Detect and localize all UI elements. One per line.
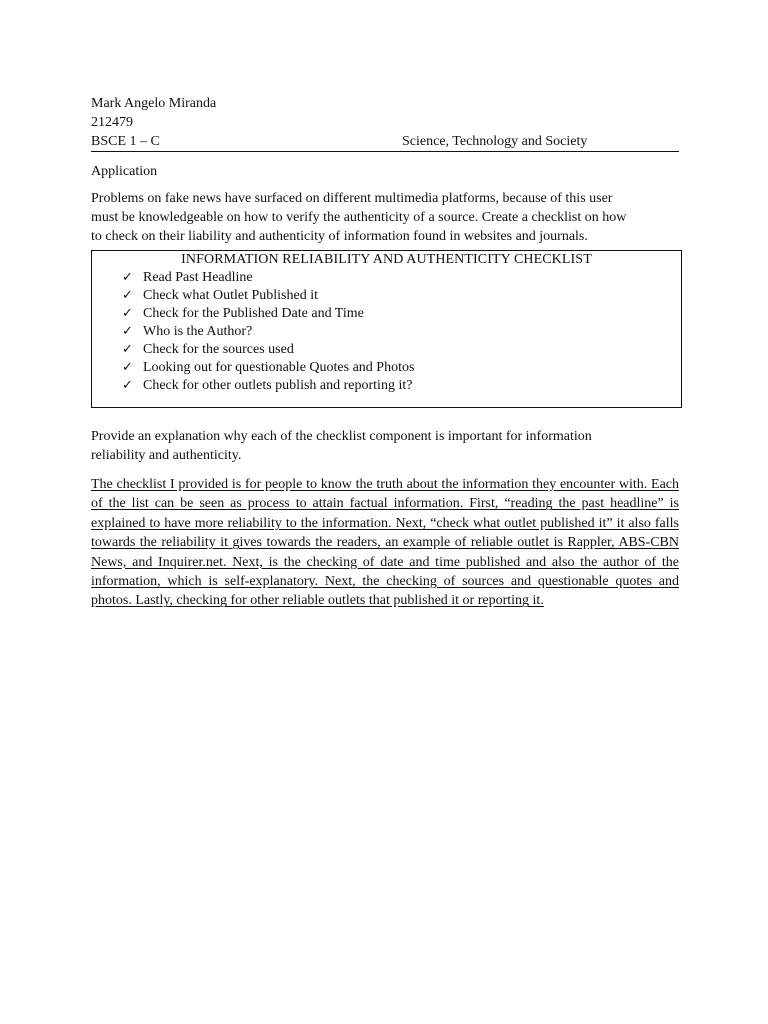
checkmark-icon: ✓ [122, 342, 133, 357]
section-label: BSCE 1 – C [91, 134, 160, 149]
checklist-item [122, 341, 681, 359]
checklist-item-label: Looking out for questionable Quotes and Photos [143, 360, 415, 375]
checkmark-icon: ✓ [122, 360, 133, 375]
prompt-line: to check on their liability and authenticity of information found in websites and journals. [91, 229, 588, 244]
explanation-prompt [91, 427, 679, 465]
student-id: 212479 [91, 115, 133, 130]
checklist-item-label: Read Past Headline [143, 270, 253, 285]
answer-paragraph: The checklist I provided is for people to know the truth about the information they encounter with. Each of the list can be seen as process to attain factual information. First, “reading the past headline” is explained to have more reliability to the information. Next, “check what outlet published it” it also falls towards the reliability it gives towards the readers, an example of reliable outlet is Rappler, ABS-CBN News, and Inquirer.net. Next, is the checking of date and time published and also the author of the information, which is self-explanatory. Next, the checking of sources and questionable quotes and photos. Lastly, checking for other reliable outlets that published it or reporting it. [91, 477, 679, 609]
checklist-item [122, 269, 681, 287]
checklist-item-label: Check what Outlet Published it [143, 288, 318, 303]
checklist-item [122, 305, 681, 323]
checklist-item [122, 377, 681, 395]
checkmark-icon: ✓ [122, 270, 133, 285]
course-row [91, 132, 679, 152]
prompt-line: must be knowledgeable on how to verify the authenticity of a source. Create a checklist on how [91, 210, 627, 225]
checklist-item [122, 359, 681, 377]
checkmark-icon: ✓ [122, 378, 133, 393]
checklist-item-label: Who is the Author? [143, 324, 253, 339]
section-heading: Application [91, 164, 158, 179]
checkmark-icon: ✓ [122, 324, 133, 339]
checklist-item-label: Check for other outlets publish and reporting it? [143, 378, 413, 393]
checklist-item [122, 323, 681, 341]
checklist-item [122, 287, 681, 305]
explanation-prompt-line: reliability and authenticity. [91, 448, 242, 463]
subject-label: Science, Technology and Society [402, 134, 588, 149]
checklist-title: INFORMATION RELIABILITY AND AUTHENTICITY CHECKLIST [181, 252, 592, 267]
checkmark-icon: ✓ [122, 306, 133, 321]
checklist-item-label: Check for the sources used [143, 342, 294, 357]
checkmark-icon: ✓ [122, 288, 133, 303]
document-page [91, 94, 679, 611]
explanation-prompt-line: Provide an explanation why each of the checklist component is important for information [91, 429, 592, 444]
assignment-prompt [91, 189, 679, 246]
checklist-item-label: Check for the Published Date and Time [143, 306, 364, 321]
checklist-box [91, 250, 682, 408]
checklist [92, 269, 681, 395]
prompt-line: Problems on fake news have surfaced on different multimedia platforms, because of this user [91, 191, 613, 206]
student-name: Mark Angelo Miranda [91, 96, 217, 111]
